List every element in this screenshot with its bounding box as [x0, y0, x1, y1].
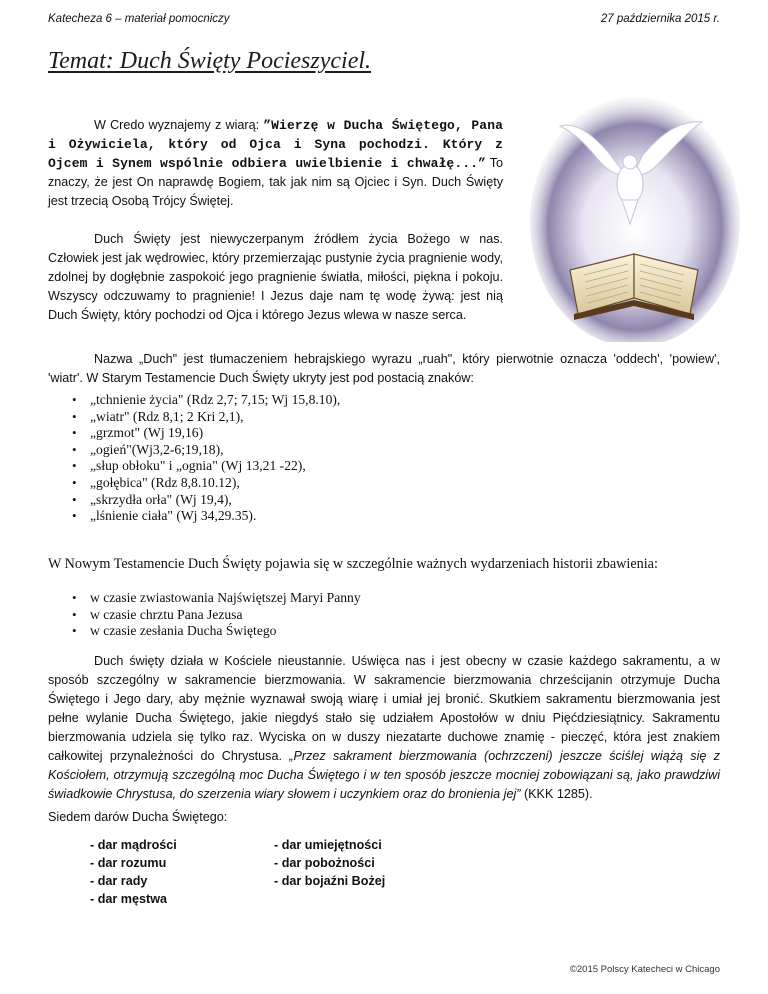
- gifts-list-right: [274, 836, 385, 890]
- old-testament-signs-list: [60, 392, 340, 525]
- list-item: - dar rady: [90, 874, 148, 888]
- list-item: • w czasie zwiastowania Najświętszej Maryi Panny: [60, 590, 361, 607]
- list-item: • „lśnienie ciała" (Wj 34,29.35).: [60, 508, 340, 525]
- dove-over-bible-illustration: [530, 92, 740, 342]
- list-item: • „tchnienie życia" (Rdz 2,7; 7,15; Wj 15,8.10),: [60, 392, 340, 409]
- page-title: Temat: Duch Święty Pocieszyciel.: [48, 48, 372, 74]
- list-item: - dar mądrości: [90, 838, 177, 852]
- confirmation-text: Duch święty działa w Kościele nieustannie. Uświęca nas i jest obecny w czasie każdego sakramentu, a w sposób szczególny w sakramencie bierzmowania. W sakramencie bierzmowania chrześcijanin otrzymuje Ducha Świętego i Jego dary, aby mężnie wyznawał swoją wiarę i umiał jej bronić. Skutkiem sakramentu bierzmowania jest pełne wylanie Ducha Świętego, jakie niegdyś stało się udziałem Apostołów w dniu Pięćdziesiątnicy. Sakramentu bierzmowania udziela się tylko raz. Wyciska on w duszy niezatarte duchowe znamię - pieczęć, która jest znakiem całkowitej przynależności do Chrystusa.: [48, 654, 720, 763]
- new-testament-events-list: [60, 590, 361, 640]
- list-item: • w czasie zesłania Ducha Świętego: [60, 623, 361, 640]
- living-water-paragraph: Duch Święty jest niewyczerpanym źródłem życia Bożego w nas. Człowiek jest jak wędrowiec, który przemierzając pustynie życia pragnienie wody, zdolnej by dogłębnie zaspokoić jego pragnienie światła, miłości, piękna i pokoju. Wszyscy odczuwamy to pragnienie! I Jezus daje nam tę wodę żywą: jest nią Duch Święty, który pochodzi od Ojca i którego Jezus wlewa w nasze serca.: [48, 232, 503, 322]
- list-item: • „skrzydła orła" (Wj 19,4),: [60, 492, 340, 509]
- list-item: • „gołębica" (Rdz 8,8.10.12),: [60, 475, 340, 492]
- list-item: - dar umiejętności: [274, 838, 382, 852]
- list-item: - dar rozumu: [90, 856, 167, 870]
- list-item: • „ogień"(Wj3,2-6;19,18),: [60, 442, 340, 459]
- ruah-paragraph: Nazwa „Duch" jest tłumaczeniem hebrajskiego wyrazu „ruah", który pierwotnie oznacza 'oddech', 'powiew', 'wiatr'. W Starym Testamencie Duch Święty ukryty jest pod postacią znaków:: [48, 352, 720, 385]
- list-item: - dar bojaźni Bożej: [274, 874, 386, 888]
- list-item: - dar męstwa: [90, 892, 167, 906]
- list-item: • „wiatr" (Rdz 8,1; 2 Kri 2,1),: [60, 409, 340, 426]
- gifts-list-left: [90, 836, 177, 908]
- new-testament-intro: W Nowym Testamencie Duch Święty pojawia się w szczególnie ważnych wydarzeniach historii zbawienia:: [48, 556, 658, 572]
- list-item: • „grzmot" (Wj 19,16): [60, 425, 340, 442]
- list-item: • „słup obłoku" i „ognia" (Wj 13,21 -22),: [60, 458, 340, 475]
- credo-lead: W Credo wyznajemy z wiarą:: [94, 118, 264, 132]
- catechism-reference: (KKK 1285).: [520, 787, 593, 801]
- gifts-heading: Siedem darów Ducha Świętego:: [48, 810, 228, 824]
- header-left: Katecheza 6 – materiał pomocniczy: [48, 13, 230, 25]
- catechism-quote: „Przez sakrament bierzmowania (ochrzczeni) jeszcze ściślej wiążą się z Kościołem, otrzymują szczególną moc Ducha Świętego i w ten sposób jeszcze mocniej zobowiązani są, jako prawdziwi świadkowie Chrystusa, do szerzenia wiary słowem i uczynkiem oraz do bronienia jej”: [48, 749, 720, 801]
- footer-copyright: ©2015 Polscy Katecheci w Chicago: [569, 964, 720, 975]
- confirmation-paragraph: [48, 652, 720, 804]
- list-item: • w czasie chrztu Pana Jezusa: [60, 607, 361, 624]
- list-item: - dar pobożności: [274, 856, 375, 870]
- credo-rest: To znaczy, że jest On naprawdę Bogiem, tak jak nim są Ojciec i Syn. Duch Święty jest trzecią Osobą Trójcy Świętej.: [48, 156, 503, 208]
- credo-paragraph: [48, 116, 503, 211]
- credo-quote: ”Wierzę w Ducha Świętego, Pana i Ożywiciela, który od Ojca i Syna pochodzi. Który z Ojcem i Synem wspólnie odbiera uwielbienie i chwałę...”: [48, 118, 503, 171]
- header-right: 27 października 2015 r.: [600, 13, 720, 25]
